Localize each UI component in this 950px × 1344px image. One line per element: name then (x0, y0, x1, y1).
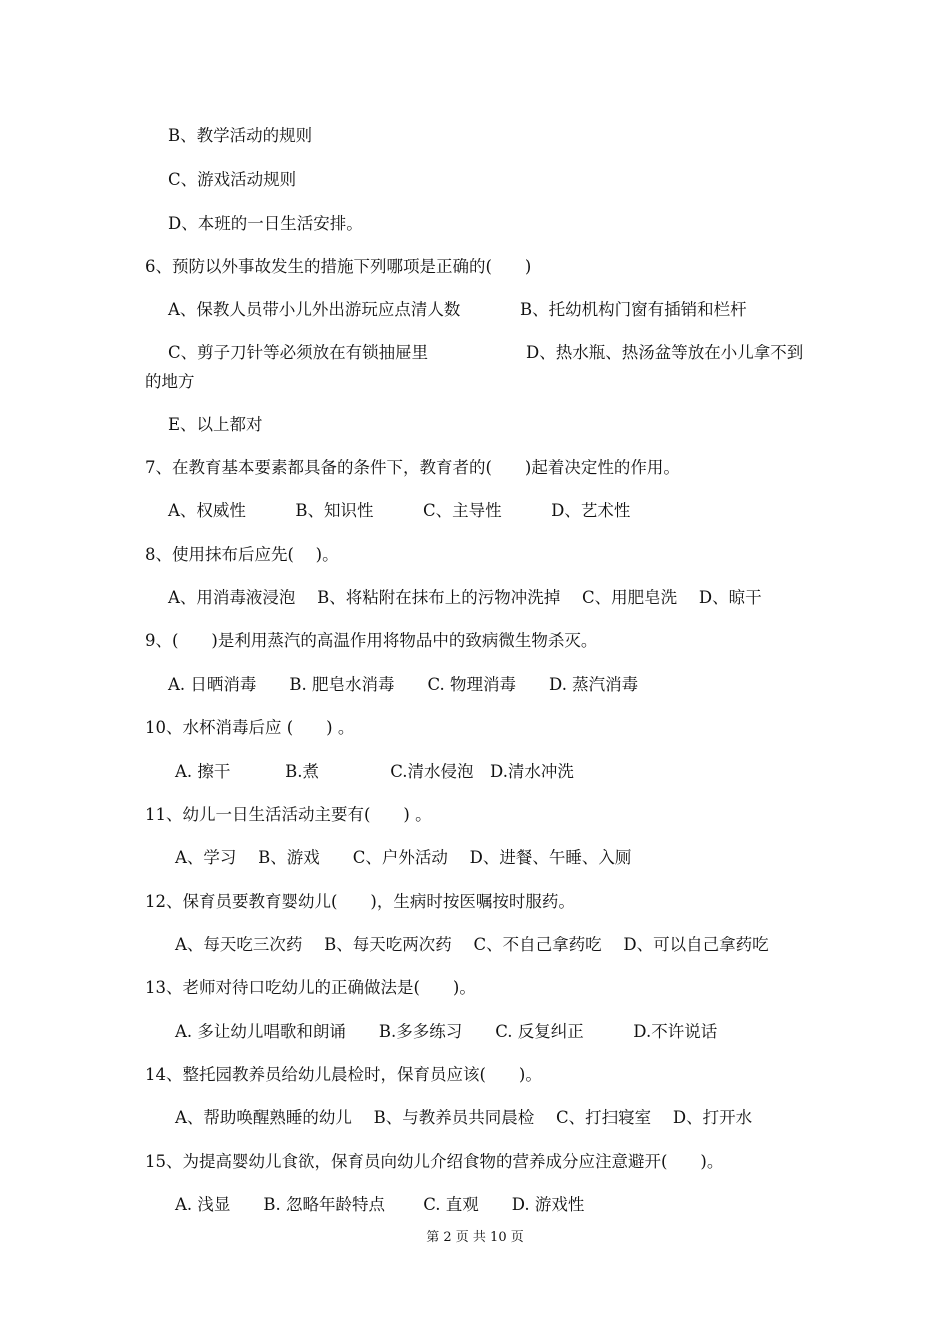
q5-option-c: C、游戏活动规则 (168, 170, 297, 189)
question-7: 7、在教育基本要素都具备的条件下，教育者的( )起着决定性的作用。 (145, 458, 680, 477)
q12-options: A、每天吃三次药 B、每天吃两次药 C、不自己拿药吃 D、可以自己拿药吃 (175, 935, 769, 954)
question-8: 8、使用抹布后应先( )。 (145, 545, 339, 564)
q6-option-e: E、以上都对 (168, 415, 263, 434)
q14-options: A、帮助唤醒熟睡的幼儿 B、与教养员共同晨检 C、打扫寝室 D、打开水 (175, 1108, 753, 1127)
q6-option-b: B、托幼机构门窗有插销和栏杆 (520, 300, 747, 319)
question-9: 9、( )是利用蒸汽的高温作用将物品中的致病微生物杀灭。 (145, 631, 598, 650)
question-10: 10、水杯消毒后应 ( ) 。 (145, 718, 355, 737)
q6-option-d: D、热水瓶、热汤盆等放在小儿拿不到 (526, 343, 804, 362)
q15-options: A. 浅显 B. 忽略年龄特点 C. 直观 D. 游戏性 (175, 1195, 585, 1214)
question-6: 6、预防以外事故发生的措施下列哪项是正确的( ) (145, 257, 532, 276)
q6-option-d-continued: 的地方 (145, 372, 195, 391)
q6-option-a: A、保教人员带小儿外出游玩应点清人数 (168, 300, 461, 319)
q6-option-c: C、剪子刀针等必须放在有锁抽屉里 (168, 343, 429, 362)
question-11: 11、幼儿一日生活活动主要有( ) 。 (145, 805, 432, 824)
q10-options: A. 擦干 B.煮 C.清水侵泡 D.清水冲洗 (175, 762, 574, 781)
q5-option-d: D、本班的一日生活安排。 (168, 214, 363, 233)
q13-options: A. 多让幼儿唱歌和朗诵 B.多多练习 C. 反复纠正 D.不许说话 (175, 1022, 718, 1041)
question-12: 12、保育员要教育婴幼儿( )，生病时按医嘱按时服药。 (145, 892, 575, 911)
q9-options: A. 日晒消毒 B. 肥皂水消毒 C. 物理消毒 D. 蒸汽消毒 (168, 675, 639, 694)
q5-option-b: B、教学活动的规则 (168, 126, 313, 145)
question-14: 14、整托园教养员给幼儿晨检时，保育员应该( )。 (145, 1065, 542, 1084)
q8-options: A、用消毒液浸泡 B、将粘附在抹布上的污物冲洗掉 C、用肥皂洗 D、晾干 (168, 588, 762, 607)
q7-options: A、权威性 B、知识性 C、主导性 D、艺术性 (168, 501, 631, 520)
question-15: 15、为提高婴幼儿食欲，保育员向幼儿介绍食物的营养成分应注意避开( )。 (145, 1152, 724, 1171)
q11-options: A、学习 B、游戏 C、户外活动 D、进餐、午睡、入厕 (175, 848, 632, 867)
question-13: 13、老师对待口吃幼儿的正确做法是( )。 (145, 978, 476, 997)
page-footer: 第 2 页 共 10 页 (426, 1230, 524, 1245)
